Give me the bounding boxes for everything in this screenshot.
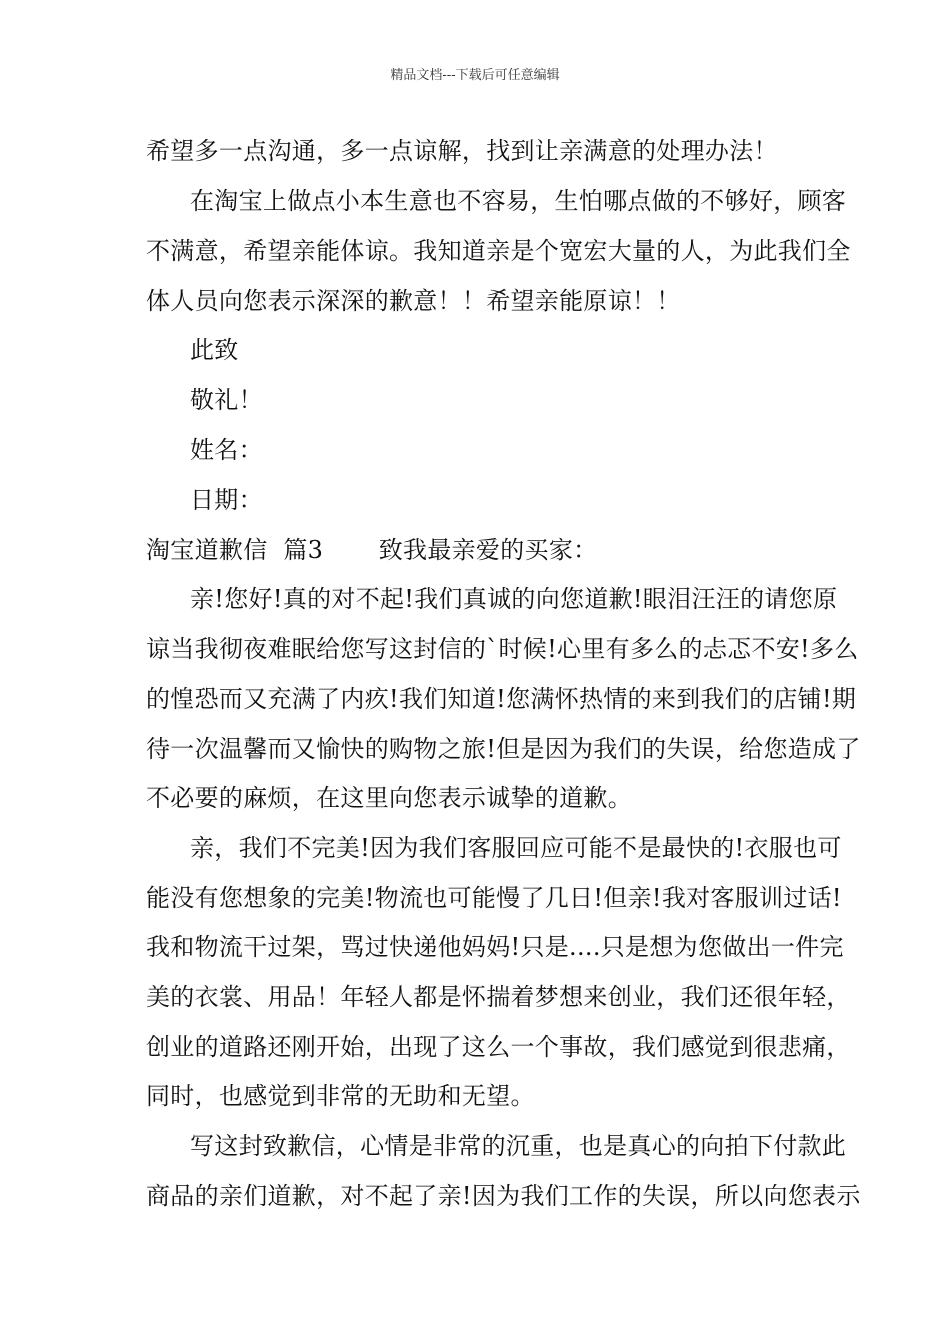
text-line: 的惶恐而又充满了内疚!我们知道!您满怀热情的来到我们的店铺!期 — [146, 685, 857, 713]
text-line: 商品的亲们道歉，对不起了亲!因为我们工作的失误，所以向您表示 — [146, 1182, 861, 1210]
closing-salute: 敬礼！ — [190, 386, 263, 414]
section-title: 淘宝道歉信 篇3 致我最亲爱的买家： — [146, 536, 598, 564]
text-line: 不必要的麻烦，在这里向您表示诚挚的道歉。 — [146, 784, 632, 812]
text-line: 写这封致歉信，心情是非常的沉重，也是真心的向拍下付款此 — [190, 1132, 847, 1160]
text-line: 我和物流干过架，骂过快递他妈妈!只是....只是想为您做出一件完 — [146, 933, 844, 961]
page-header: 精品文档---下载后可任意编辑 — [390, 68, 560, 83]
text-line: 同时，也感觉到非常的无助和无望。 — [146, 1082, 535, 1110]
date-field-label: 日期： — [190, 486, 263, 514]
name-field-label: 姓名： — [190, 436, 263, 464]
text-line: 在淘宝上做点小本生意也不容易，生怕哪点做的不够好，顾客 — [190, 187, 847, 215]
text-line: 希望多一点沟通，多一点谅解，找到让亲满意的处理办法！ — [146, 137, 778, 165]
text-line: 创业的道路还刚开始，出现了这么一个事故，我们感觉到很悲痛， — [146, 1033, 851, 1061]
text-line: 不满意，希望亲能体谅。我知道亲是个宽宏大量的人，为此我们全 — [146, 237, 851, 265]
text-line: 待一次温馨而又愉快的购物之旅!但是因为我们的失误，给您造成了 — [146, 735, 861, 763]
text-line: 美的衣裳、用品！年轻人都是怀揣着梦想来创业，我们还很年轻， — [146, 983, 851, 1011]
text-line: 亲，我们不完美!因为我们客服回应可能不是最快的!衣服也可 — [190, 834, 842, 862]
closing-phrase: 此致 — [190, 336, 239, 364]
text-line: 谅当我彻夜难眠给您写这封信的`时候!心里有多么的忐忑不安!多么 — [146, 635, 859, 663]
text-line: 亲!您好!真的对不起!我们真诚的向您道歉!眼泪汪汪的请您原 — [190, 585, 838, 613]
text-line: 体人员向您表示深深的歉意！！希望亲能原谅！！ — [146, 287, 681, 315]
text-line: 能没有您想象的完美!物流也可能慢了几日!但亲!我对客服训过话! — [146, 884, 842, 912]
